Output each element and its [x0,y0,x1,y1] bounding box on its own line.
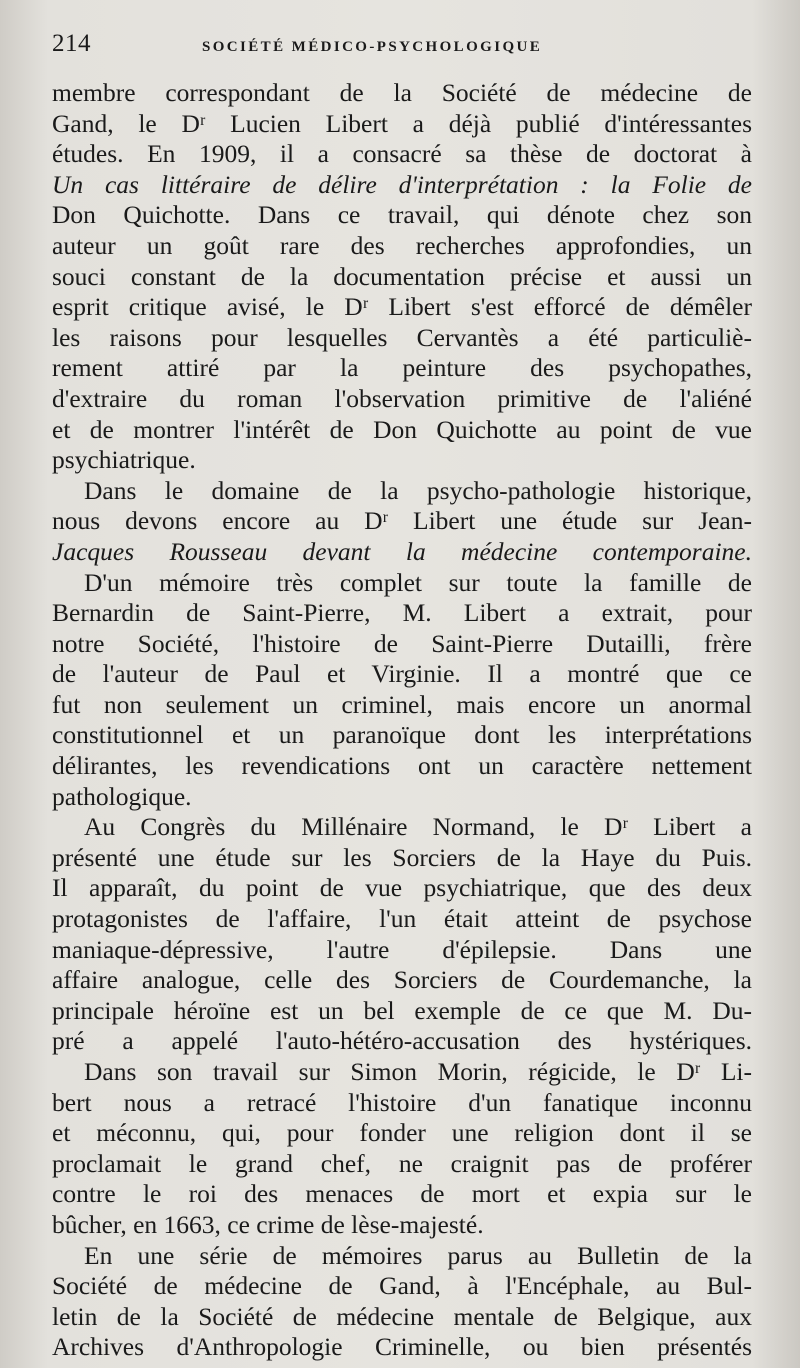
text-line: Dans le domaine de la psycho-pathologie historique, [84,475,752,505]
text-line: Au Congrès du Millénaire Normand, le Dʳ Libert a [84,812,752,842]
text-line: affaire analogue, celle des Sorciers de Courdemanche, la [52,965,752,995]
text-line: notre Société, l'histoire de Saint-Pierre Dutailli, frère [52,628,752,658]
text-line: Gand, le Dʳ Lucien Libert a déjà publié d'intéressantes [52,108,752,138]
text-line: Jacques Rousseau devant la médecine contemporaine. [52,536,752,566]
text-line: constitutionnel et un paranoïque dont les interprétations [52,720,752,750]
text-line: principale héroïne est un bel exemple de ce que M. Du- [52,995,752,1025]
text-line: bert nous a retracé l'histoire d'un fanatique inconnu [52,1087,752,1117]
text-line: et méconnu, qui, pour fonder une religion dont il se [52,1118,752,1148]
text-line: proclamait le grand chef, ne craignit pas de proférer [52,1148,752,1178]
text-line: d'extraire du roman l'observation primitive de l'aliéné [52,383,752,413]
text-line: contre le roi des menaces de mort et expia sur le [52,1179,752,1209]
text-line: présenté une étude sur les Sorciers de la Haye du Puis. [52,842,752,872]
journal-title: SOCIÉTÉ MÉDICO-PSYCHOLOGIQUE [202,39,543,55]
text-line: membre correspondant de la Société de médecine de [52,78,752,107]
text-line: D'un mémoire très complet sur toute la famille de [84,567,752,597]
text-line: les raisons pour lesquelles Cervantès a été particuliè- [52,322,752,352]
text-line: esprit critique avisé, le Dʳ Libert s'est efforcé de démêler [52,292,752,322]
text-line: et de montrer l'intérêt de Don Quichotte au point de vue [52,414,752,444]
text-line: fut non seulement un criminel, mais encore un anormal [52,689,752,719]
text-line: nous devons encore au Dʳ Libert une étude sur Jean- [52,506,752,536]
text-line: souci constant de la documentation précise et aussi un [52,261,752,291]
text-line: Dans son travail sur Simon Morin, régicide, le Dʳ Li- [84,1057,752,1086]
text-line: études. En 1909, il a consacré sa thèse de doctorat à [52,139,752,169]
running-head [52,30,752,74]
text-line: letin de la Société de médecine mentale de Belgique, aux [52,1301,752,1331]
text-line: psychiatrique. [52,445,196,475]
text-line: Archives d'Anthropologie Criminelle, ou bien présentés [52,1332,752,1362]
text-line: de l'auteur de Paul et Virginie. Il a montré que ce [52,659,752,689]
body-text [52,78,752,1363]
text-line: bûcher, en 1663, ce crime de lèse-majesté. [52,1209,484,1239]
text-line: protagonistes de l'affaire, l'un était atteint de psychose [52,904,752,934]
text-line: Société de médecine de Gand, à l'Encéphale, au Bul- [52,1271,752,1301]
text-line: pré a appelé l'auto-hétéro-accusation des hystériques. [52,1026,752,1056]
text-line: rement attiré par la peinture des psychopathes, [52,353,752,383]
text-line: délirantes, les revendications ont un caractère nettement [52,751,752,781]
text-line: Il apparaît, du point de vue psychiatrique, que des deux [52,873,752,903]
text-line: auteur un goût rare des recherches approfondies, un [52,230,752,260]
text-line: Don Quichotte. Dans ce travail, qui dénote chez son [52,200,752,230]
page-number: 214 [52,30,91,57]
text-line: En une série de mémoires parus au Bulletin de la [84,1240,752,1270]
text-line: Bernardin de Saint-Pierre, M. Libert a extrait, pour [52,598,752,628]
text-line: maniaque-dépressive, l'autre d'épilepsie. Dans une [52,934,752,964]
text-line: pathologique. [52,781,192,811]
text-line: Un cas littéraire de délire d'interprétation : la Folie de [52,169,752,199]
